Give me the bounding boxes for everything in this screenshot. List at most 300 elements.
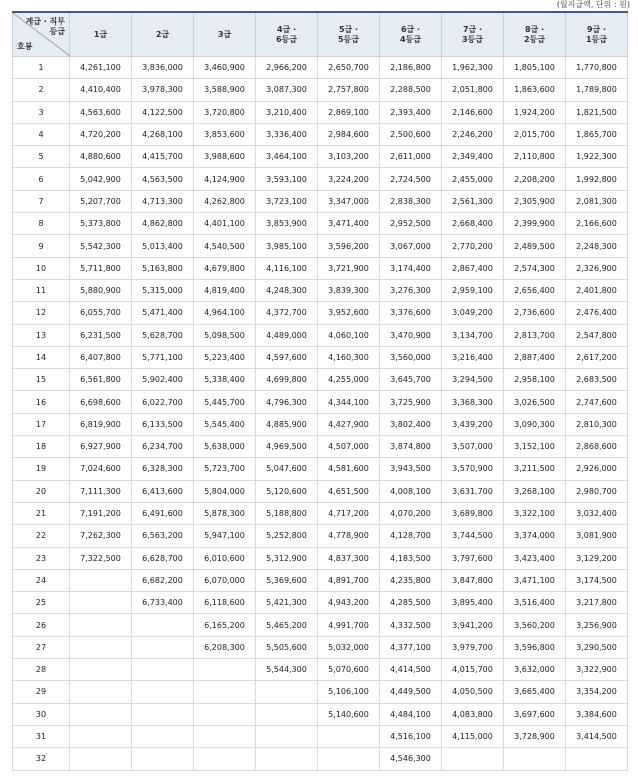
salary-cell: 6,927,900 <box>70 436 132 458</box>
salary-cell: 3,268,100 <box>504 480 566 502</box>
salary-cell: 6,022,700 <box>132 391 194 413</box>
grade-header-line: 7급 · <box>462 24 483 34</box>
salary-cell <box>70 592 132 614</box>
corner-header <box>13 12 70 57</box>
salary-cell: 3,256,900 <box>566 614 628 636</box>
grade-header-line: 4급 · <box>276 24 297 34</box>
table-row <box>13 235 628 257</box>
salary-cell: 2,248,300 <box>566 235 628 257</box>
table-row <box>13 168 628 190</box>
salary-cell: 3,049,200 <box>442 302 504 324</box>
step-cell: 29 <box>13 681 70 703</box>
salary-cell: 3,728,900 <box>504 725 566 747</box>
grade-header-line: 3급 <box>217 29 232 39</box>
salary-cell: 5,421,300 <box>256 592 318 614</box>
salary-cell: 4,128,700 <box>380 525 442 547</box>
salary-cell: 5,544,300 <box>256 659 318 681</box>
salary-cell: 5,338,400 <box>194 369 256 391</box>
table-row <box>13 592 628 614</box>
salary-cell: 2,500,600 <box>380 123 442 145</box>
grade-header <box>442 12 504 57</box>
salary-cell: 4,070,200 <box>380 502 442 524</box>
step-cell: 6 <box>13 168 70 190</box>
salary-cell: 5,542,300 <box>70 235 132 257</box>
salary-cell: 6,328,300 <box>132 458 194 480</box>
salary-cell: 6,208,300 <box>194 636 256 658</box>
salary-cell: 1,992,800 <box>566 168 628 190</box>
grade-header-line: 6급 · <box>400 24 421 34</box>
salary-cell: 4,837,300 <box>318 547 380 569</box>
salary-cell: 3,134,700 <box>442 324 504 346</box>
salary-cell: 2,958,100 <box>504 369 566 391</box>
step-cell: 17 <box>13 413 70 435</box>
salary-cell: 4,581,600 <box>318 458 380 480</box>
salary-cell: 3,374,000 <box>504 525 566 547</box>
salary-cell: 3,941,200 <box>442 614 504 636</box>
step-cell: 21 <box>13 502 70 524</box>
salary-cell: 4,717,200 <box>318 502 380 524</box>
salary-cell: 4,261,100 <box>70 57 132 79</box>
salary-cell: 3,210,400 <box>256 101 318 123</box>
corner-grade-label-line2: 등급 <box>49 27 65 36</box>
grade-header <box>566 12 628 57</box>
salary-cell: 4,699,800 <box>256 369 318 391</box>
salary-cell: 2,813,700 <box>504 324 566 346</box>
salary-cell: 2,668,400 <box>442 213 504 235</box>
table-row <box>13 101 628 123</box>
salary-cell: 4,563,600 <box>70 101 132 123</box>
salary-cell: 2,401,800 <box>566 279 628 301</box>
step-cell: 19 <box>13 458 70 480</box>
salary-cell: 1,789,800 <box>566 79 628 101</box>
salary-cell: 4,248,300 <box>256 279 318 301</box>
salary-cell: 5,047,600 <box>256 458 318 480</box>
salary-cell: 6,165,200 <box>194 614 256 636</box>
salary-cell: 4,597,600 <box>256 346 318 368</box>
salary-cell: 6,819,900 <box>70 413 132 435</box>
grade-header-line: 3등급 <box>461 34 484 44</box>
salary-cell: 4,262,800 <box>194 190 256 212</box>
salary-cell: 2,980,700 <box>566 480 628 502</box>
salary-cell <box>132 614 194 636</box>
salary-cell: 4,401,100 <box>194 213 256 235</box>
salary-cell: 3,978,300 <box>132 79 194 101</box>
salary-cell: 5,947,100 <box>194 525 256 547</box>
header-row <box>13 12 628 57</box>
salary-cell: 4,885,900 <box>256 413 318 435</box>
salary-cell: 3,032,400 <box>566 502 628 524</box>
table-row <box>13 413 628 435</box>
salary-cell: 3,347,000 <box>318 190 380 212</box>
salary-cell: 4,546,300 <box>380 748 442 770</box>
salary-cell: 2,611,000 <box>380 146 442 168</box>
step-cell: 26 <box>13 614 70 636</box>
grade-header <box>132 12 194 57</box>
salary-cell: 3,376,600 <box>380 302 442 324</box>
salary-cell: 4,015,700 <box>442 659 504 681</box>
salary-cell: 5,140,600 <box>318 703 380 725</box>
salary-cell <box>194 703 256 725</box>
salary-cell: 3,689,800 <box>442 502 504 524</box>
table-body <box>13 57 628 771</box>
salary-cell: 3,081,900 <box>566 525 628 547</box>
salary-cell: 2,810,300 <box>566 413 628 435</box>
salary-cell: 3,797,600 <box>442 547 504 569</box>
table-row <box>13 614 628 636</box>
salary-cell: 5,723,700 <box>194 458 256 480</box>
salary-cell: 2,617,200 <box>566 346 628 368</box>
table-row <box>13 458 628 480</box>
salary-cell <box>70 659 132 681</box>
salary-cell: 3,744,500 <box>442 525 504 547</box>
salary-cell: 3,460,900 <box>194 57 256 79</box>
grade-header <box>504 12 566 57</box>
table-row <box>13 123 628 145</box>
salary-cell: 4,255,000 <box>318 369 380 391</box>
salary-cell: 5,771,100 <box>132 346 194 368</box>
salary-cell: 3,423,400 <box>504 547 566 569</box>
table-row <box>13 681 628 703</box>
salary-cell: 5,163,800 <box>132 257 194 279</box>
salary-cell: 3,697,600 <box>504 703 566 725</box>
salary-cell: 2,757,800 <box>318 79 380 101</box>
salary-cell: 3,026,500 <box>504 391 566 413</box>
salary-cell: 5,188,800 <box>256 502 318 524</box>
table-row <box>13 703 628 725</box>
salary-cell: 3,354,200 <box>566 681 628 703</box>
step-cell: 28 <box>13 659 70 681</box>
salary-cell: 3,152,100 <box>504 436 566 458</box>
corner-grade-label <box>25 17 65 37</box>
salary-cell: 2,650,700 <box>318 57 380 79</box>
salary-cell: 4,414,500 <box>380 659 442 681</box>
salary-cell: 4,651,500 <box>318 480 380 502</box>
salary-cell <box>70 569 132 591</box>
salary-cell: 6,733,400 <box>132 592 194 614</box>
salary-cell: 6,491,600 <box>132 502 194 524</box>
salary-cell: 3,952,600 <box>318 302 380 324</box>
salary-cell <box>70 703 132 725</box>
salary-cell <box>70 748 132 770</box>
salary-cell: 2,146,600 <box>442 101 504 123</box>
salary-cell: 5,471,400 <box>132 302 194 324</box>
salary-cell: 5,223,400 <box>194 346 256 368</box>
step-cell: 3 <box>13 101 70 123</box>
salary-cell: 2,489,500 <box>504 235 566 257</box>
table-row <box>13 302 628 324</box>
salary-cell: 4,880,600 <box>70 146 132 168</box>
salary-cell: 5,465,200 <box>256 614 318 636</box>
salary-cell: 4,183,500 <box>380 547 442 569</box>
salary-cell: 7,111,300 <box>70 480 132 502</box>
salary-cell <box>194 748 256 770</box>
salary-cell: 3,464,100 <box>256 146 318 168</box>
salary-cell <box>132 748 194 770</box>
salary-cell: 4,124,900 <box>194 168 256 190</box>
salary-cell: 4,344,100 <box>318 391 380 413</box>
salary-cell: 2,186,800 <box>380 57 442 79</box>
salary-cell: 3,874,800 <box>380 436 442 458</box>
salary-cell: 4,332,500 <box>380 614 442 636</box>
salary-cell: 7,262,300 <box>70 525 132 547</box>
grade-header <box>380 12 442 57</box>
salary-cell <box>256 681 318 703</box>
salary-cell: 2,867,400 <box>442 257 504 279</box>
salary-cell: 1,863,600 <box>504 79 566 101</box>
salary-cell: 2,959,100 <box>442 279 504 301</box>
salary-cell <box>256 725 318 747</box>
salary-cell: 2,399,900 <box>504 213 566 235</box>
step-cell: 23 <box>13 547 70 569</box>
salary-cell: 2,393,400 <box>380 101 442 123</box>
salary-cell: 3,979,700 <box>442 636 504 658</box>
grade-header <box>70 12 132 57</box>
salary-cell: 5,013,400 <box>132 235 194 257</box>
salary-cell: 4,540,500 <box>194 235 256 257</box>
salary-cell: 5,638,000 <box>194 436 256 458</box>
salary-cell: 4,563,500 <box>132 168 194 190</box>
salary-cell: 2,770,200 <box>442 235 504 257</box>
salary-cell: 6,055,700 <box>70 302 132 324</box>
salary-cell: 6,010,600 <box>194 547 256 569</box>
salary-cell: 3,174,500 <box>566 569 628 591</box>
table-row <box>13 391 628 413</box>
salary-cell: 3,596,200 <box>318 235 380 257</box>
step-cell: 22 <box>13 525 70 547</box>
salary-cell: 1,865,700 <box>566 123 628 145</box>
table-row <box>13 748 628 770</box>
salary-cell: 2,952,500 <box>380 213 442 235</box>
salary-cell: 3,560,200 <box>504 614 566 636</box>
salary-cell: 2,966,200 <box>256 57 318 79</box>
table-row <box>13 480 628 502</box>
salary-cell: 3,224,200 <box>318 168 380 190</box>
salary-cell: 3,067,000 <box>380 235 442 257</box>
salary-cell: 5,207,700 <box>70 190 132 212</box>
table-row <box>13 547 628 569</box>
step-cell: 13 <box>13 324 70 346</box>
salary-cell <box>318 725 380 747</box>
salary-cell: 3,588,900 <box>194 79 256 101</box>
salary-cell: 5,878,300 <box>194 502 256 524</box>
corner-grade-label-line1: 계급 · 직무 <box>25 17 65 26</box>
salary-cell <box>256 703 318 725</box>
grade-header-line: 6등급 <box>275 34 298 44</box>
salary-cell: 5,312,900 <box>256 547 318 569</box>
grade-header <box>256 12 318 57</box>
salary-cell: 4,516,100 <box>380 725 442 747</box>
step-cell: 9 <box>13 235 70 257</box>
salary-cell: 3,174,400 <box>380 257 442 279</box>
step-cell: 2 <box>13 79 70 101</box>
grade-header-line: 1등급 <box>585 34 608 44</box>
salary-cell: 3,090,300 <box>504 413 566 435</box>
salary-cell: 7,191,200 <box>70 502 132 524</box>
salary-cell <box>132 703 194 725</box>
salary-cell: 5,098,500 <box>194 324 256 346</box>
grade-header <box>194 12 256 57</box>
grade-header-line: 8급 · <box>524 24 545 34</box>
salary-cell: 3,414,500 <box>566 725 628 747</box>
table-row <box>13 79 628 101</box>
salary-cell <box>70 614 132 636</box>
salary-cell: 5,711,800 <box>70 257 132 279</box>
table-row <box>13 190 628 212</box>
salary-cell: 3,853,900 <box>256 213 318 235</box>
salary-cell: 6,563,200 <box>132 525 194 547</box>
salary-cell <box>132 636 194 658</box>
salary-cell: 3,276,300 <box>380 279 442 301</box>
table-row <box>13 569 628 591</box>
salary-cell: 1,924,200 <box>504 101 566 123</box>
salary-cell: 3,471,100 <box>504 569 566 591</box>
step-cell: 18 <box>13 436 70 458</box>
grade-header-line: 1급 <box>93 29 108 39</box>
salary-cell: 4,819,400 <box>194 279 256 301</box>
salary-cell: 3,439,200 <box>442 413 504 435</box>
salary-cell: 5,628,700 <box>132 324 194 346</box>
salary-cell: 7,322,500 <box>70 547 132 569</box>
salary-cell: 4,285,500 <box>380 592 442 614</box>
salary-cell <box>442 748 504 770</box>
salary-cell: 6,628,700 <box>132 547 194 569</box>
grade-header-line: 2급 <box>155 29 170 39</box>
salary-cell: 6,407,800 <box>70 346 132 368</box>
salary-cell: 3,507,000 <box>442 436 504 458</box>
salary-cell: 4,410,400 <box>70 79 132 101</box>
salary-cell: 3,322,900 <box>566 659 628 681</box>
salary-cell: 3,103,200 <box>318 146 380 168</box>
salary-cell: 2,208,200 <box>504 168 566 190</box>
salary-cell: 3,217,800 <box>566 592 628 614</box>
salary-cell: 4,427,900 <box>318 413 380 435</box>
salary-cell: 6,682,200 <box>132 569 194 591</box>
salary-cell: 2,574,300 <box>504 257 566 279</box>
grade-header-line: 5급 · <box>338 24 359 34</box>
salary-cell: 6,234,700 <box>132 436 194 458</box>
salary-cell: 4,372,700 <box>256 302 318 324</box>
step-cell: 12 <box>13 302 70 324</box>
salary-cell: 3,847,800 <box>442 569 504 591</box>
salary-cell: 3,943,500 <box>380 458 442 480</box>
salary-cell <box>194 725 256 747</box>
table-row <box>13 213 628 235</box>
salary-cell: 3,336,400 <box>256 123 318 145</box>
salary-cell: 1,805,100 <box>504 57 566 79</box>
table-row <box>13 324 628 346</box>
salary-cell: 2,326,900 <box>566 257 628 279</box>
salary-cell <box>318 748 380 770</box>
salary-cell: 3,470,900 <box>380 324 442 346</box>
grade-header-line: 9급 · <box>586 24 607 34</box>
salary-cell: 2,736,600 <box>504 302 566 324</box>
grade-header-line: 4등급 <box>399 34 422 44</box>
salary-cell: 5,106,100 <box>318 681 380 703</box>
salary-cell: 4,507,000 <box>318 436 380 458</box>
salary-cell: 2,868,600 <box>566 436 628 458</box>
table-row <box>13 502 628 524</box>
salary-cell: 4,377,100 <box>380 636 442 658</box>
salary-cell: 3,211,500 <box>504 458 566 480</box>
table-row <box>13 436 628 458</box>
salary-cell <box>132 681 194 703</box>
salary-cell: 3,290,500 <box>566 636 628 658</box>
salary-cell: 7,024,600 <box>70 458 132 480</box>
salary-cell: 6,118,600 <box>194 592 256 614</box>
salary-cell: 4,679,800 <box>194 257 256 279</box>
step-cell: 8 <box>13 213 70 235</box>
salary-cell: 2,015,700 <box>504 123 566 145</box>
salary-cell: 4,008,100 <box>380 480 442 502</box>
table-row <box>13 525 628 547</box>
table-row <box>13 636 628 658</box>
salary-cell: 3,516,400 <box>504 592 566 614</box>
salary-cell: 3,593,100 <box>256 168 318 190</box>
salary-cell: 2,869,100 <box>318 101 380 123</box>
salary-cell: 2,110,800 <box>504 146 566 168</box>
salary-cell <box>504 748 566 770</box>
step-cell: 27 <box>13 636 70 658</box>
salary-cell: 2,305,900 <box>504 190 566 212</box>
salary-cell: 3,839,300 <box>318 279 380 301</box>
step-cell: 10 <box>13 257 70 279</box>
salary-cell: 4,415,700 <box>132 146 194 168</box>
table-row <box>13 57 628 79</box>
table-row <box>13 146 628 168</box>
salary-cell: 2,547,800 <box>566 324 628 346</box>
step-cell: 31 <box>13 725 70 747</box>
salary-cell: 4,720,200 <box>70 123 132 145</box>
table-row <box>13 369 628 391</box>
salary-cell: 3,471,400 <box>318 213 380 235</box>
salary-cell: 4,050,500 <box>442 681 504 703</box>
salary-cell: 2,051,800 <box>442 79 504 101</box>
salary-cell: 3,720,800 <box>194 101 256 123</box>
salary-cell: 4,796,300 <box>256 391 318 413</box>
salary-cell: 5,902,400 <box>132 369 194 391</box>
salary-cell: 5,373,800 <box>70 213 132 235</box>
salary-cell: 2,724,500 <box>380 168 442 190</box>
table-row <box>13 279 628 301</box>
salary-cell: 3,596,800 <box>504 636 566 658</box>
salary-cell: 1,962,300 <box>442 57 504 79</box>
step-cell: 32 <box>13 748 70 770</box>
salary-cell: 5,545,400 <box>194 413 256 435</box>
salary-cell: 3,721,900 <box>318 257 380 279</box>
salary-cell <box>70 636 132 658</box>
salary-cell: 6,561,800 <box>70 369 132 391</box>
salary-cell <box>194 681 256 703</box>
salary-cell: 3,216,400 <box>442 346 504 368</box>
salary-cell: 5,120,600 <box>256 480 318 502</box>
salary-cell <box>70 725 132 747</box>
salary-cell <box>256 748 318 770</box>
salary-cell: 2,349,400 <box>442 146 504 168</box>
salary-cell: 4,160,300 <box>318 346 380 368</box>
salary-cell: 4,060,100 <box>318 324 380 346</box>
salary-cell: 4,991,700 <box>318 614 380 636</box>
salary-cell: 2,166,600 <box>566 213 628 235</box>
salary-cell: 6,231,500 <box>70 324 132 346</box>
step-cell: 5 <box>13 146 70 168</box>
salary-cell: 3,570,900 <box>442 458 504 480</box>
step-cell: 25 <box>13 592 70 614</box>
salary-cell: 1,821,500 <box>566 101 628 123</box>
corner-step-label: 호봉 <box>17 42 33 51</box>
salary-cell: 3,294,500 <box>442 369 504 391</box>
table-row <box>13 725 628 747</box>
salary-cell: 5,804,000 <box>194 480 256 502</box>
